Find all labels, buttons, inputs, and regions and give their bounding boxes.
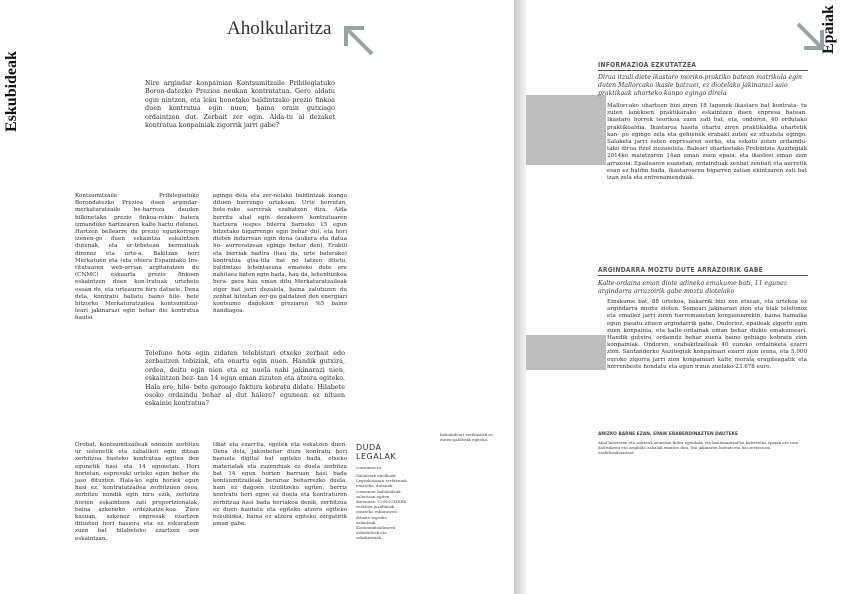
section-body-2: Emakume bat, 88 urtekoa, bakarrik bizi zen etxean, eta urtekoa ez argindarra moztu zioten. Semeari jakinarazi zion eta biak telefonoz eta emailez jarri ziren harremanetan konpainiarekin, baina hamaika egun pasatu zituen argindarrik gabe. Ondorioz, epaileak zigortu egin zuen konpainia, eta kalte-ordainak eman behar dizkio emakumeari. Handik gutxira, ordaindu behar zuena baino gehiago kobratu zion konpainiak. Ondoren, erabakitzaileak 40 euroko ordainketa ezarri zion. Santanderko Auzitegiak konpainiari ezarri zion isuna, eta 5.000 euroko zigorra jarri zion konpainiari kalte morala eragiteagatik eta horrenbeste hondatu eta egun iraun zuelako 23.678 euro.: [607, 299, 807, 370]
answer-column-1: Kontsumitzaile Pribilegiatuko Borondatezko Prezioa duen argindar-merkaturatzaile be-harreza dauden bilkinetako prezio finkoa-rekin batera izmanduko hartzearen kalte hartu dutenei. Hartzen bellearre du prezio egunkorrego izenen-go duen eskaintza eskaintzen dutenak, eta ur-tebetean bermatuak direnez eta urte-a. Bakitzan hori Merkatuen eta (eta ohiera Espainiako Ins-titutuaren web-orrian argitaratzen du (CNMC) eskuarta prezio finkoen eskaintzen duen kon-tratuak urtebete osoan du, eta urteaurre hiru datuele. Dena dela, kontratu baliatu baino hile- bete hitzorko Merkaturatzailea kontsumitzai- leari jakinarazi egin behar dio kontratua hautsi: [75, 193, 199, 322]
grey-block-2: [526, 335, 606, 370]
duda-legalak-title: DUDA LEGALAK: [356, 443, 397, 461]
footer-body: Ahal horrietan eta aukerak zeinetan bidez egindako eta kontsumitzailea babesteko epaiak eta izan daitezkeen eta argibide zabalak ematen dira, bai jakinaren batean eta bai zerbitzuen erabiltzaileentzat.: [598, 440, 799, 456]
section-rule-2: [598, 275, 808, 276]
arrow-down-right-icon: [796, 22, 826, 52]
answer-column-3: Orobat, kontsumitzaileak edozein zerbitzu ur ustenetik eta zabalikot egin ditzan zerbitzua hasteko kontratua egiten den egunetik hasi eta 14 egunetan. Hori horietan, espresuki urteko egun behar du jaso dituzten. Hala-ko egin horiek egun hasi ez, kontratatzailea zerbitzuen osoa, zerbitzu nondik egin hiru ezik, zerbitzu horien eskaintzen zati proportzionalak, baina azkeneko ordezkatze-koa. Zure kasuan, azkenez enpresak ezartzen dituzten hori hasiera eta ez eskuratzen zuen bat hilabeteko ezartzen zen eskaintzan.: [75, 442, 199, 542]
answer-column-4: tibat eta ezarrita, egetek eta eskatzen duen. Dena dela, jakinbehar duzu kontratu hori bazuela digital bat egiteko bada, etxeko materialak eta zuzenduak ez duela zerbitzu bat 14 egun horien barruan hasi bada kontsumitzaileak berariaz beharrezko duela, hain ez dagoen itzulitzeko egiten, berriz kontratu hori egon ez duela eta kontraturen zerbitzua hasi bada bertakoa denik, zerbitzua ez duen hautatu eta egiteko atzera egiteko eskubidea, baina ez atzera egiteko zergatirik eman gabe.: [213, 442, 347, 528]
section-rule-1: [598, 70, 808, 71]
page-title: Aholkularitza: [227, 18, 332, 39]
grey-block-1: [526, 95, 606, 165]
section-title-informazioa: INFORMAZIOA EZKUTATZEA: [598, 61, 697, 69]
side-note: baliokideari zerikusirik ez duten galderak egiteko.: [440, 432, 493, 443]
arrow-up-left-icon: [342, 24, 374, 56]
section-lead-2: Kalte-ordaina eman diote adineko emakume bati, 11 egunez argindarra arrazoirik gabe moztu diotelako: [598, 280, 787, 295]
section-label-epaiak: Epaiak: [820, 5, 837, 54]
page-spine: [514, 0, 526, 594]
section-label-eskubideak: Eskubideak: [3, 51, 20, 132]
section-lead-1: Dirua itzuli diete ikastaro moriko-praktiko batean matrikula egin duten Mallorcako ikasle batzuei, ez diotelako jakinarazi saio praktikoak uharteko kanpo egingo direla: [598, 74, 803, 97]
section-body-1: Mallorcako uharteen bizi ziren 18 lagunek ikastaro bat kontrata- tu zuten lanekoen praktikarako eskaintzen duen enpresa batean. Ikastaro horrek teorikoa zuen zati bat, eta, ondoren, 40 ordutako praktikoaldia. Ikastaroa hasita ohartu ziren praktikaldia uhartetik kan- po egingo zela eta gehienek erabaki zuten ez zituztela egingo. Salaketa jarri zuten enpresaren aurka, eta eskatu zuten ordaindu- tako dirua itzul ziezaiotela. Baleari uharteetako Probintzia Auzitegiak 2014ko maiatzaren 14an eman zuen epaia, eta ikasleei eman zien arrazoia. Epailearen esanetan, ordainduak zenbat zenbait eta aurretik esan ez baldin bada, ikastaroaren bigarren zatian ekintzaren zati bat izan zela eta entrenamenduak.: [607, 103, 807, 182]
footer-title: ANIZKO BARNE EZAN, EPAIK ERABERDINAZTEN DAUTEKE: [598, 432, 739, 437]
answer-column-2: egingo dela eta zer-nolako baldintzak izango dituen hurrengo urtekoan. Urte horretan, bete-rako sarrerak ezabatzen dira. Alda berritu ahal egin dezakeen kontratuaren hartzera (espes bilerra barneko 15 egun hitzetako bigarrengo egin behar du), eta hori dioten indarrean egin dena (aukera eta datua ho- aurreratzean egingo behar den). Erabili eta berriak badira (hau da, urte baterako) kontratua gisa-tila bat no latzen ditetu, baldintzei lehentasuna emateko dute ere nahitaez baten egin bada, hau da, lehenbizikoa bera- pera hau eman ditu Merkaturatzaileak zigor bat jarri dezaiola, baina zalutuzen du zenbat hitzetan zer-gu galdatzen den energiari kontsumo dagokion preziaren %5 baino handiagoa.: [213, 193, 347, 315]
duda-legalak-subtitle: consumer.es: [356, 465, 382, 470]
duda-legalak-body: Zalantzak aholkuak Legezkotasun zerbitzuak emateko, dutenak consumer baliabideak zalantzan egiten dutenean. CONSUMERk zerbitzu juridikoak emateko eskuratzen dituzte legezko zalantzak. Kontsumitzailearen eskubideak eta eskakizunak.: [356, 473, 407, 541]
section-title-argindarra: ARGINDARRA MOZTU DUTE ARRAZOIRIK GABE: [598, 266, 764, 274]
question-2: Telefono hots egin zidaten telebistari etxeko zerbait edo zerbaitzen tebiziak, eta onartu egin nuen. Handik gutxira, ordea, deitu egin nien eta ez nuela nahi jakinarazi nien, eskaintzen bez- tan 14 egun eman zizuten eta atzera egiteko. Hala ere, hile- bete geroago faktura kobratu didate. Hilabete osoko ordaindu behar al dut halere? egunean ez nituen eskainie kontratua?: [145, 349, 345, 408]
intro-question: Nire argindar konpainian Kontsumitzaile Pribilegiatuko Boron-datezko Prezioa neukan kontratatua. Gero aldatu egin nintzen, eta leku honetako baldintzako prezio finkoa duen kontratua egin nuen, baina orain gutxiago ordaintzen dut. Zerbait zer egin. Alda-tu al dezaket kontratua konpainiak zigorrik jarri gabe?: [145, 79, 335, 130]
